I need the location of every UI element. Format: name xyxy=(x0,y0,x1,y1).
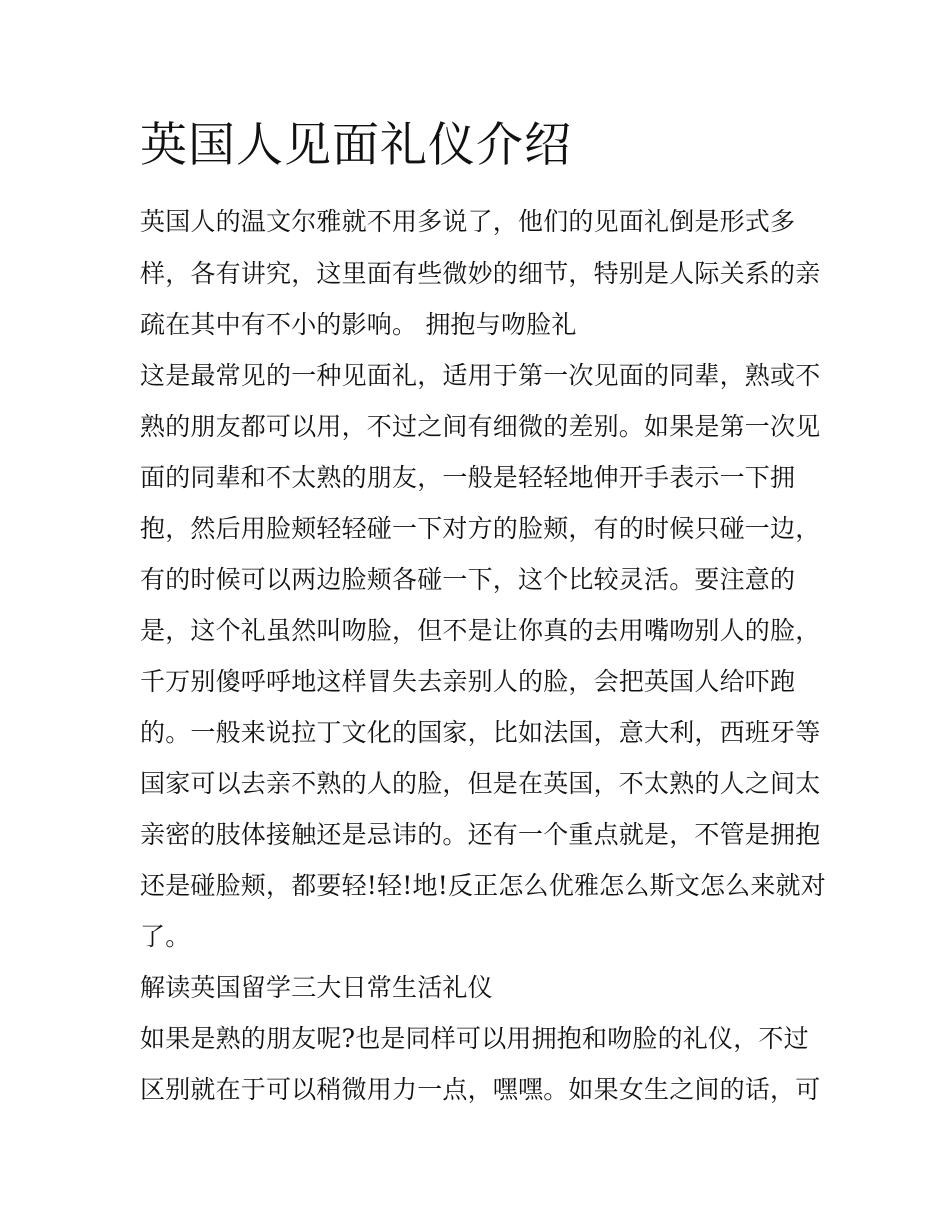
text-line: 区别就在于可以稍微用力一点，嘿嘿。如果女生之间的话，可 xyxy=(140,1075,821,1104)
text-line: 国家可以去亲不熟的人的脸，但是在英国，不太熟的人之间太 xyxy=(140,769,821,798)
text-line: 了。 xyxy=(140,922,191,951)
text-line: 抱，然后用脸颊轻轻碰一下对方的脸颊，有的时候只碰一边， xyxy=(140,514,821,543)
section-heading: 解读英国留学三大日常生活礼仪 xyxy=(140,973,493,1002)
text-line: 熟的朋友都可以用，不过之间有细微的差别。如果是第一次见 xyxy=(140,412,821,441)
text-line: 还是碰脸颊，都要轻!轻!地!反正怎么优雅怎么斯文怎么来就对 xyxy=(140,871,826,900)
text-line: 的。一般来说拉丁文化的国家，比如法国，意大利，西班牙等 xyxy=(140,718,821,747)
text-line: 这是最常见的一种见面礼，适用于第一次见面的同辈，熟或不 xyxy=(140,361,821,390)
text-line: 亲密的肢体接触还是忌讳的。还有一个重点就是，不管是拥抱 xyxy=(140,820,821,849)
document-title: 英国人见面礼仪介绍 xyxy=(140,118,572,173)
text-line: 如果是熟的朋友呢?也是同样可以用拥抱和吻脸的礼仪，不过 xyxy=(140,1024,809,1053)
text-line: 疏在其中有不小的影响。 拥抱与吻脸礼 xyxy=(140,310,577,339)
text-line: 样，各有讲究，这里面有些微妙的细节，特别是人际关系的亲 xyxy=(140,259,821,288)
text-line: 面的同辈和不太熟的朋友，一般是轻轻地伸开手表示一下拥 xyxy=(140,463,796,492)
text-line: 英国人的温文尔雅就不用多说了，他们的见面礼倒是形式多 xyxy=(140,207,796,236)
text-line: 千万别傻呼呼地这样冒失去亲别人的脸，会把英国人给吓跑 xyxy=(140,667,796,696)
text-line: 有的时候可以两边脸颊各碰一下，这个比较灵活。要注意的 xyxy=(140,565,796,594)
text-line: 是，这个礼虽然叫吻脸，但不是让你真的去用嘴吻别人的脸， xyxy=(140,616,821,645)
